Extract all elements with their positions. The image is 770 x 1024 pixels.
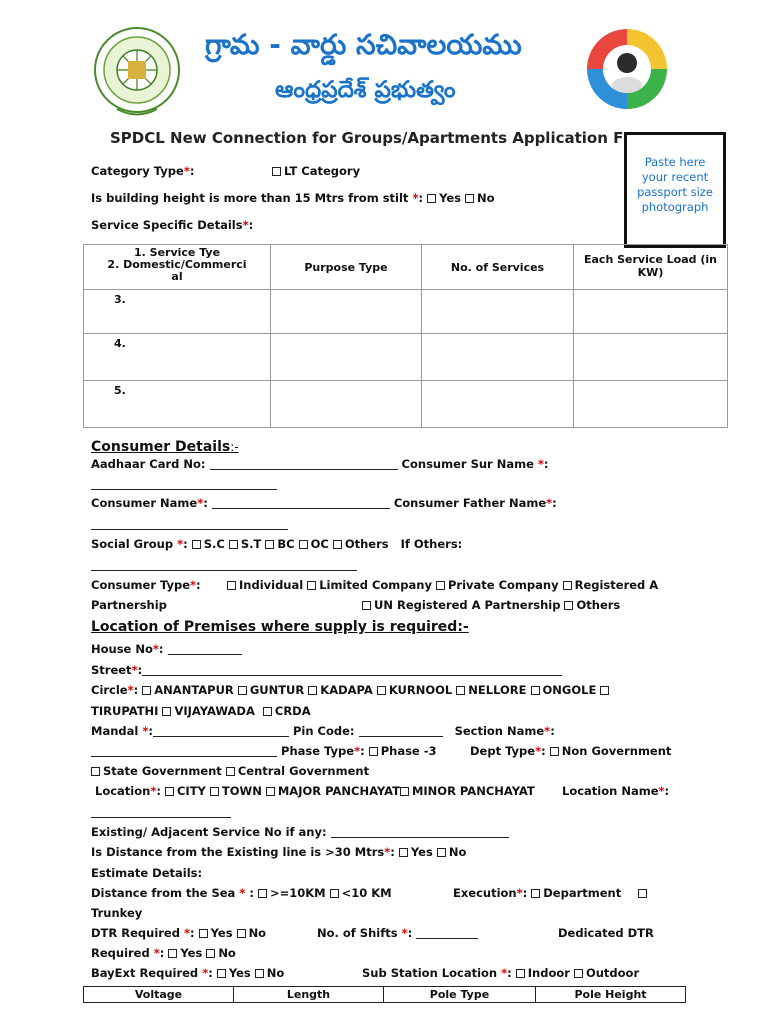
- shifts-label: No. of Shifts: [317, 926, 398, 940]
- yes-checkbox[interactable]: [427, 194, 436, 203]
- distance-existing-label: Is Distance from the Existing line is >30 Mtrs: [91, 845, 385, 859]
- colon: :: [189, 164, 195, 178]
- house-no-row: [91, 642, 242, 656]
- bayext-label: BayExt Required: [91, 966, 199, 980]
- colon: :: [543, 457, 549, 471]
- street-row: [91, 663, 562, 677]
- oc-checkbox[interactable]: [299, 540, 308, 549]
- bc-label: BC: [277, 537, 295, 551]
- department-checkbox[interactable]: [531, 889, 540, 898]
- individual-label: Individual: [239, 578, 304, 592]
- sea-10km-plus-checkbox[interactable]: [258, 889, 267, 898]
- mandal-input[interactable]: [153, 736, 289, 737]
- consumer-heading-text: Consumer Details: [91, 439, 231, 455]
- colon: :: [156, 784, 161, 798]
- father-name-input-line[interactable]: [91, 517, 288, 531]
- required-star: *: [658, 784, 665, 798]
- house-no-label: House No: [91, 642, 153, 656]
- heading-suffix: :-: [230, 440, 239, 454]
- aadhaar-input[interactable]: [210, 469, 398, 470]
- no-label: No: [248, 926, 267, 940]
- phase-row: [91, 744, 437, 758]
- required-star: *: [412, 191, 419, 205]
- yes-checkbox[interactable]: [217, 969, 226, 978]
- colon: :: [208, 966, 213, 980]
- colon: :: [249, 886, 254, 900]
- pin-code-label: Pin Code:: [292, 724, 355, 738]
- dept-type-row: [470, 744, 671, 758]
- yes-label: Yes: [439, 191, 461, 205]
- limited-company-label: Limited Company: [319, 578, 432, 592]
- if-others-label: If Others:: [400, 537, 463, 551]
- colon: :: [183, 537, 188, 551]
- table-row: [84, 381, 728, 428]
- existing-service-label: Existing/ Adjacent Service No if any:: [91, 825, 327, 839]
- lt-category-option[interactable]: [272, 164, 360, 178]
- vijayawada-label: VIJAYAWADA: [174, 704, 255, 718]
- trunkey-label: Trunkey: [91, 906, 143, 920]
- line-details-table: [83, 986, 686, 1003]
- colon: :: [360, 744, 365, 758]
- mandal-label: Mandal: [91, 724, 139, 738]
- individual-checkbox[interactable]: [227, 581, 236, 590]
- phase-3-checkbox[interactable]: [369, 747, 378, 756]
- table-row: [84, 290, 728, 334]
- tirupathi-checkbox[interactable]: [600, 686, 609, 695]
- location-label: Location: [95, 784, 151, 798]
- service-details-label: [91, 218, 253, 232]
- location-name-row: [562, 784, 669, 798]
- anantapur-checkbox[interactable]: [142, 686, 151, 695]
- kurnool-label: KURNOOL: [388, 683, 453, 697]
- registered-partnership-checkbox[interactable]: [563, 581, 572, 590]
- others-checkbox[interactable]: [333, 540, 342, 549]
- partnership-label: Partnership: [91, 598, 167, 612]
- others-label: Others: [344, 537, 389, 551]
- service-table: [83, 244, 728, 428]
- street-input[interactable]: [142, 675, 562, 676]
- shifts-input[interactable]: [416, 938, 478, 939]
- required-label: Required: [91, 946, 150, 960]
- no-checkbox[interactable]: [465, 194, 474, 203]
- category-label: Category Type: [91, 164, 184, 178]
- required-star: *: [177, 537, 184, 551]
- sea-10km-minus-checkbox[interactable]: [330, 889, 339, 898]
- sc-label: S.C: [203, 537, 225, 551]
- required-star: *: [152, 642, 159, 656]
- outdoor-label: Outdoor: [585, 966, 640, 980]
- surname-label: Consumer Sur Name: [401, 457, 534, 471]
- pole-type-header: Pole Type: [384, 987, 536, 1003]
- ongole-checkbox[interactable]: [531, 686, 540, 695]
- required-star: *: [354, 744, 361, 758]
- circle-row-2: [91, 704, 311, 718]
- colon: :: [203, 496, 208, 510]
- kadapa-checkbox[interactable]: [308, 686, 317, 695]
- circle-row: [91, 683, 612, 697]
- form-title: SPDCL New Connection for Groups/Apartments Application F: [110, 129, 624, 147]
- city-label: CITY: [176, 784, 206, 798]
- no-checkbox[interactable]: [206, 949, 215, 958]
- vijayawada-checkbox[interactable]: [162, 707, 171, 716]
- table-row: [84, 245, 728, 290]
- indoor-label: Indoor: [527, 966, 570, 980]
- location-name-input-line[interactable]: [91, 805, 231, 819]
- city-checkbox[interactable]: [165, 787, 174, 796]
- major-panchayat-checkbox[interactable]: [266, 787, 275, 796]
- st-label: S.T: [240, 537, 262, 551]
- required-star: *: [127, 683, 134, 697]
- location-row: [95, 784, 535, 798]
- ap-emblem-logo: [92, 25, 182, 120]
- consumer-name-input[interactable]: [212, 508, 390, 509]
- no-of-services-cell[interactable]: [422, 290, 574, 334]
- execution-row: [453, 886, 621, 900]
- colon: :: [148, 724, 153, 738]
- required-star: *: [242, 218, 249, 232]
- section-name-label: Section Name: [454, 724, 545, 738]
- building-height-label: Is building height is more than 15 Mtrs from stilt: [91, 191, 409, 205]
- state-government-checkbox[interactable]: [91, 767, 100, 776]
- non-government-label: Non Government: [561, 744, 672, 758]
- colon: :: [159, 946, 165, 960]
- colon: :: [550, 724, 555, 738]
- unregistered-partnership-checkbox[interactable]: [362, 601, 371, 610]
- state-government-label: State Government: [103, 764, 222, 778]
- consumer-name-row: [91, 496, 557, 510]
- aadhaar-row: [91, 457, 549, 471]
- location-heading: [91, 619, 469, 635]
- required-star: *: [202, 966, 209, 980]
- distance-sea-label: Distance from the Sea: [91, 886, 236, 900]
- oc-label: OC: [310, 537, 329, 551]
- consumer-type-options: [227, 578, 658, 592]
- central-government-checkbox[interactable]: [226, 767, 235, 776]
- length-header: Length: [234, 987, 384, 1003]
- dtr-required-row: [91, 926, 266, 940]
- colon: :: [664, 784, 670, 798]
- kurnool-checkbox[interactable]: [377, 686, 386, 695]
- section-name-input[interactable]: [91, 756, 277, 757]
- required-star: *: [183, 164, 190, 178]
- domestic-text-wrap: al: [171, 270, 183, 283]
- tirupathi-label: TIRUPATHI: [91, 704, 159, 718]
- father-name-label: Consumer Father Name: [393, 496, 547, 510]
- guntur-label: GUNTUR: [249, 683, 305, 697]
- category-row: [91, 164, 194, 178]
- consumer-name-label: Consumer Name: [91, 496, 198, 510]
- social-group-row: [91, 537, 462, 551]
- colon: :: [137, 663, 143, 677]
- shifts-row: [317, 926, 478, 940]
- no-label: No: [218, 946, 236, 960]
- unregistered-partnership-label: UN Registered A Partnership: [374, 598, 561, 612]
- required-star: *: [401, 926, 408, 940]
- required-star: *: [501, 966, 508, 980]
- consumer-type-row: [91, 578, 201, 592]
- photo-placeholder-box[interactable]: [624, 132, 726, 248]
- outdoor-checkbox[interactable]: [574, 969, 583, 978]
- surname-input-line[interactable]: [91, 477, 277, 491]
- required-star: *: [544, 724, 551, 738]
- num: 2.: [107, 258, 120, 271]
- no-label: No: [477, 191, 495, 205]
- colon: :: [552, 496, 557, 510]
- substation-row: [362, 966, 639, 980]
- heading-suffix: :-: [457, 619, 469, 635]
- service-load-header: Each Service Load (in KW): [574, 245, 728, 290]
- consumer-details-heading: [91, 439, 239, 455]
- private-company-label: Private Company: [447, 578, 559, 592]
- colon: :: [390, 845, 395, 859]
- existing-service-input[interactable]: [331, 837, 509, 838]
- required-star: *: [546, 496, 553, 510]
- nellore-label: NELLORE: [468, 683, 527, 697]
- no-of-services-header: No. of Services: [422, 245, 574, 290]
- required-star: *: [150, 784, 157, 798]
- aadhaar-label: Aadhaar Card No:: [91, 457, 206, 471]
- service-load-cell[interactable]: [574, 334, 728, 381]
- colon: :: [407, 926, 413, 940]
- bc-checkbox[interactable]: [265, 540, 274, 549]
- phase-3-label: Phase -3: [380, 744, 437, 758]
- location-heading-text: Location of Premises where supply is required: [91, 619, 458, 635]
- dept-type-label: Dept Type: [470, 744, 536, 758]
- no-checkbox[interactable]: [237, 929, 246, 938]
- pin-code-input[interactable]: [359, 736, 443, 737]
- distance-existing-row: [91, 845, 466, 859]
- required-star: *: [239, 886, 246, 900]
- yes-checkbox[interactable]: [168, 949, 177, 958]
- no-checkbox[interactable]: [255, 969, 264, 978]
- if-others-input-line[interactable]: [91, 558, 357, 572]
- nellore-checkbox[interactable]: [456, 686, 465, 695]
- town-label: TOWN: [221, 784, 262, 798]
- dept-row-2: [91, 764, 369, 778]
- ongole-label: ONGOLE: [542, 683, 597, 697]
- photo-text-2: your recent: [641, 170, 709, 184]
- consumer-type-options-2: [362, 598, 620, 612]
- town-checkbox[interactable]: [210, 787, 219, 796]
- required-star: *: [384, 845, 391, 859]
- minor-panchayat-checkbox[interactable]: [400, 787, 409, 796]
- photo-text-1: Paste here: [644, 155, 706, 169]
- guntur-checkbox[interactable]: [238, 686, 247, 695]
- photo-text-3: passport size: [637, 185, 713, 199]
- domestic-text: Domestic/Commerci: [123, 258, 247, 271]
- table-row: [84, 987, 686, 1003]
- no-checkbox[interactable]: [437, 848, 446, 857]
- purpose-type-cell[interactable]: [271, 334, 422, 381]
- colon: :: [190, 926, 195, 940]
- row-number: 4.: [84, 334, 271, 381]
- building-height-row: [91, 191, 495, 205]
- purpose-type-header: Purpose Type: [271, 245, 422, 290]
- sc-checkbox[interactable]: [192, 540, 201, 549]
- non-government-checkbox[interactable]: [550, 747, 559, 756]
- house-no-input[interactable]: [168, 654, 242, 655]
- anantapur-label: ANANTAPUR: [154, 683, 234, 697]
- yes-label: Yes: [228, 966, 251, 980]
- no-label: No: [448, 845, 467, 859]
- dedicated-dtr-label: Dedicated DTR: [558, 926, 654, 940]
- crda-checkbox[interactable]: [263, 707, 272, 716]
- others-type-label: Others: [576, 598, 621, 612]
- voltage-header: Voltage: [84, 987, 234, 1003]
- service-details-text: Service Specific Details: [91, 218, 243, 232]
- colon: :: [418, 191, 424, 205]
- limited-company-checkbox[interactable]: [307, 581, 316, 590]
- colon: :: [507, 966, 512, 980]
- required-star: *: [142, 724, 149, 738]
- pole-height-header: Pole Height: [536, 987, 686, 1003]
- required-star: *: [190, 578, 197, 592]
- colon: :: [541, 744, 546, 758]
- department-label: Department: [543, 886, 622, 900]
- checkbox[interactable]: [272, 167, 281, 176]
- distance-sea-row: [91, 886, 392, 900]
- service-load-cell[interactable]: [574, 381, 728, 428]
- crda-label: CRDA: [274, 704, 311, 718]
- sea-10km-minus-label: <10 KM: [341, 886, 392, 900]
- purpose-type-cell[interactable]: [271, 290, 422, 334]
- colon: :: [248, 218, 254, 232]
- consumer-type-label: Consumer Type: [91, 578, 191, 592]
- major-panchayat-label: MAJOR PANCHAYAT: [277, 784, 400, 798]
- colon: :: [522, 886, 528, 900]
- yes-label: Yes: [180, 946, 203, 960]
- lt-category-label: LT Category: [284, 164, 361, 178]
- trunkey-checkbox[interactable]: [638, 886, 650, 900]
- required-star: *: [535, 744, 542, 758]
- row-number: 5.: [84, 381, 271, 428]
- header-subtitle-telugu: ఆంధ్రప్రదేశ్ ప్రభుత్వం: [275, 77, 456, 103]
- bayext-row: [91, 966, 284, 980]
- required-star: *: [537, 457, 544, 471]
- social-group-label: Social Group: [91, 537, 174, 551]
- table-row: [84, 334, 728, 381]
- required-star: *: [516, 886, 523, 900]
- navaratnalu-logo: [585, 25, 670, 113]
- photo-text-4: photograph: [641, 200, 709, 214]
- location-name-label: Location Name: [562, 784, 659, 798]
- colon: :: [133, 683, 139, 697]
- indoor-checkbox[interactable]: [516, 969, 525, 978]
- existing-service-row: [91, 825, 509, 839]
- no-of-services-cell[interactable]: [422, 334, 574, 381]
- required-star: *: [153, 946, 160, 960]
- registered-partnership-label: Registered A: [574, 578, 659, 592]
- purpose-type-cell[interactable]: [271, 381, 422, 428]
- estimate-details-label: Estimate Details:: [91, 866, 203, 880]
- required-star: *: [197, 496, 204, 510]
- execution-label: Execution: [453, 886, 517, 900]
- private-company-checkbox[interactable]: [436, 581, 445, 590]
- service-load-cell[interactable]: [574, 290, 728, 334]
- required-star: *: [183, 926, 190, 940]
- colon: :: [158, 642, 164, 656]
- dtr-required-label: DTR Required: [91, 926, 180, 940]
- street-label: Street: [91, 663, 132, 677]
- phase-type-label: Phase Type: [281, 744, 355, 758]
- yes-label: Yes: [210, 926, 233, 940]
- mandal-row: [91, 724, 555, 738]
- service-type-header: [84, 245, 271, 290]
- dedicated-dtr-row: [91, 946, 236, 960]
- st-checkbox[interactable]: [229, 540, 238, 549]
- no-of-services-cell[interactable]: [422, 381, 574, 428]
- central-government-label: Central Government: [237, 764, 370, 778]
- sea-10km-plus-label: >=10KM: [269, 886, 326, 900]
- yes-checkbox[interactable]: [199, 929, 208, 938]
- substation-label: Sub Station Location: [362, 966, 498, 980]
- circle-label: Circle: [91, 683, 128, 697]
- required-star: *: [131, 663, 138, 677]
- yes-label: Yes: [410, 845, 433, 859]
- no-label: No: [266, 966, 285, 980]
- row-number: 3.: [84, 290, 271, 334]
- num: 1.: [133, 246, 146, 259]
- others-type-checkbox[interactable]: [564, 601, 573, 610]
- yes-checkbox[interactable]: [399, 848, 408, 857]
- header-title-telugu: గ్రామ - వార్డు సచివాలయము: [205, 28, 522, 61]
- colon: :: [196, 578, 201, 592]
- minor-panchayat-label: MINOR PANCHAYAT: [411, 784, 535, 798]
- service-type-text: Service Tye: [149, 246, 221, 259]
- kadapa-label: KADAPA: [320, 683, 373, 697]
